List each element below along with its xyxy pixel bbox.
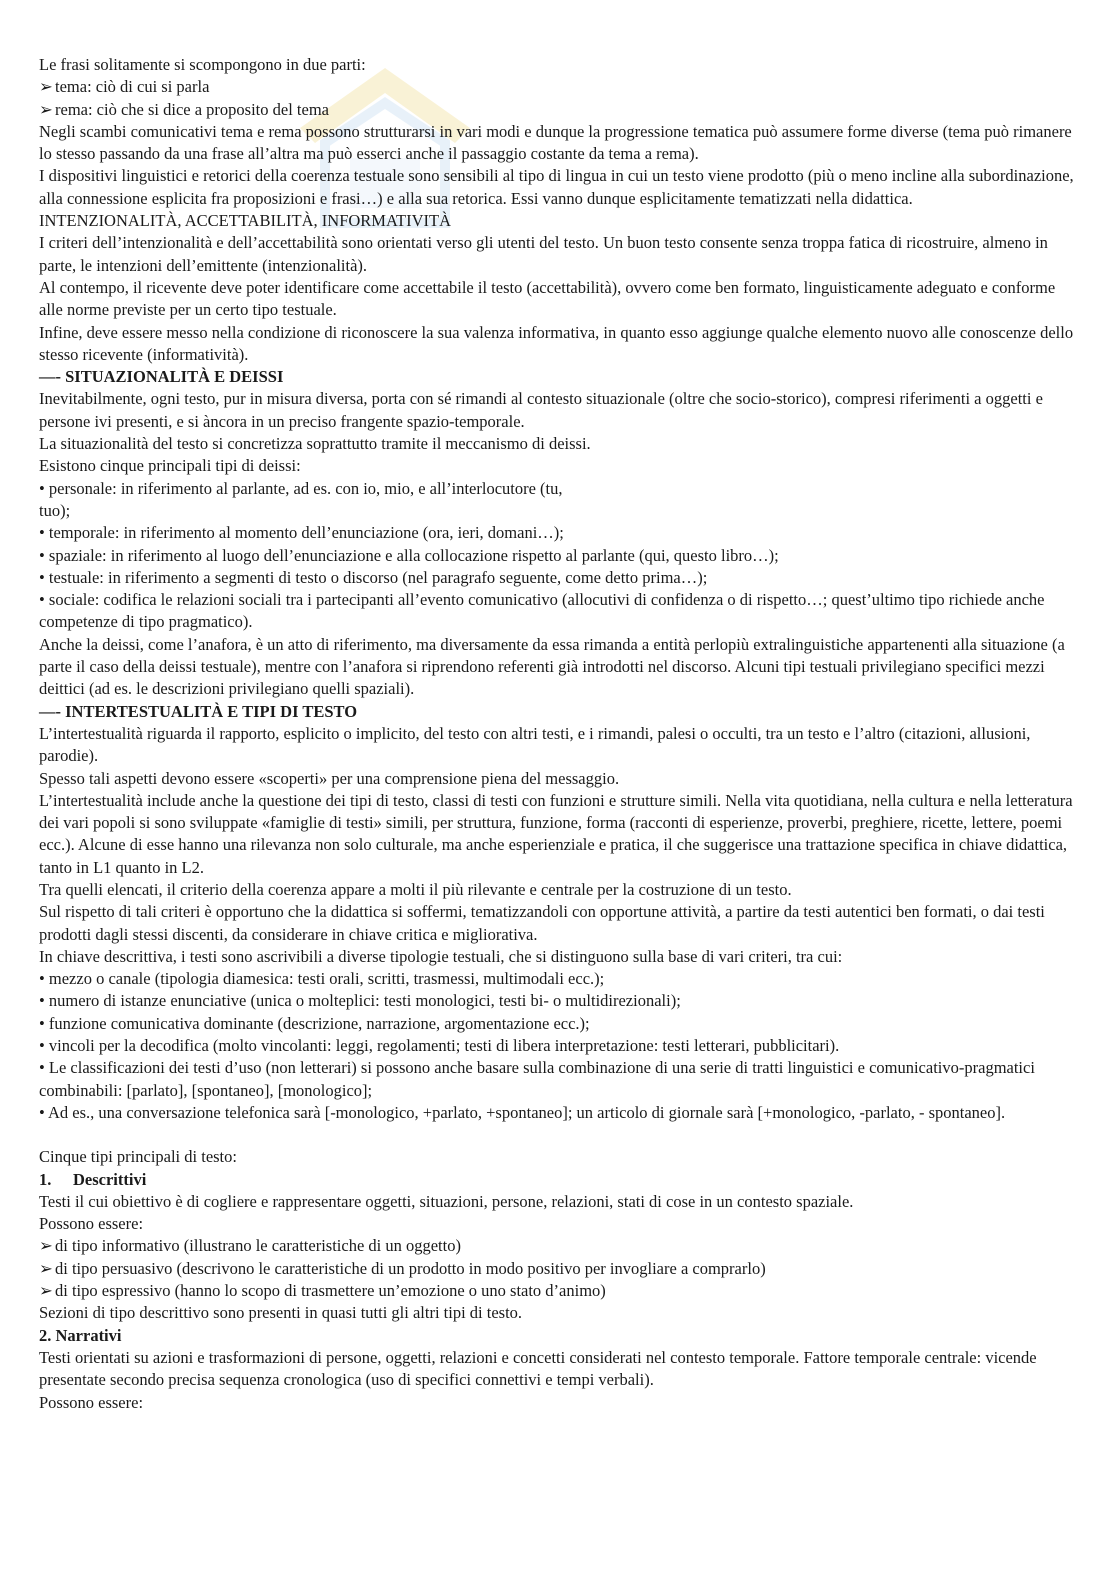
section-heading: INTENZIONALITÀ, ACCETTABILITÀ, INFORMATIVITÀ xyxy=(39,211,452,231)
list-item-continuation: tuo); xyxy=(39,500,71,520)
list-item: • personale: in riferimento al parlante, ad es. con io, mio, e all’interlocutore (tu, xyxy=(39,478,563,498)
paragraph: Sul rispetto di tali criteri è opportuno che la didattica si soffermi, tematizzandoli con opportune attività, a partire da testi autentici ben formati, o dai testi prodotti dagli stessi discenti, da considerare in chiave critica e migliorativa. xyxy=(39,902,1045,944)
paragraph: In chiave descrittiva, i testi sono ascrivibili a diverse tipologie testuali, che si distinguono sulla base di vari criteri, tra cui: xyxy=(39,946,843,966)
arrow-bullet-icon: ➢ xyxy=(39,1258,53,1278)
list-item: • funzione comunicativa dominante (descrizione, narrazione, argomentazione ecc.); xyxy=(39,1013,590,1033)
list-item: ➢ rema: ciò che si dice a proposito del tema xyxy=(39,99,1079,121)
paragraph: Tra quelli elencati, il criterio della coerenza appare a molti il più rilevante e centrale per la costruzione di un testo. xyxy=(39,879,792,899)
paragraph: Esistono cinque principali tipi di deissi: xyxy=(39,456,301,476)
paragraph: L’intertestualità include anche la questione dei tipi di testo, classi di testi con funzioni e strutture simili. Nella vita quotidiana, nella cultura e nella letteratura dei vari popoli si sono sviluppate «famiglie di testi» simili, per struttura, funzione, forma (racconti di esperienze, proverbi, preghiere, ricette, lettere, poemi ecc.). Alcune di esse hanno una rilevanza non solo culturale, ma anche esperienziale e pratica, il che suggerisce una trattazione specifica in chiave didattica, tanto in L1 quanto in L2. xyxy=(39,790,1073,877)
paragraph: Possono essere: xyxy=(39,1214,144,1234)
list-item: • mezzo o canale (tipologia diamesica: testi orali, scritti, trasmessi, multimodali ecc.); xyxy=(39,969,605,989)
list-item: • temporale: in riferimento al momento dell’enunciazione (ora, ieri, domani…); xyxy=(39,523,564,543)
paragraph: Inevitabilmente, ogni testo, pur in misura diversa, porta con sé rimandi al contesto situazionale (oltre che socio-storico), compresi riferimenti a oggetti e persone ivi presenti, e si àncora in un preciso frangente spazio-temporale. xyxy=(39,389,1043,431)
list-item: • spaziale: in riferimento al luogo dell’enunciazione e alla collocazione rispetto al parlante (qui, questo libro…); xyxy=(39,545,779,565)
numbered-heading: 2. Narrativi xyxy=(39,1325,122,1345)
paragraph: Infine, deve essere messo nella condizione di riconoscere la sua valenza informativa, in quanto esso aggiunge qualche elemento nuovo alle conoscenze dello stesso ricevente (informatività). xyxy=(39,322,1074,364)
arrow-bullet-icon: ➢ xyxy=(39,77,53,97)
paragraph: Negli scambi comunicativi tema e rema possono strutturarsi in vari modi e dunque la progressione tematica può assumere forme diverse (tema può rimanere lo stesso passando da una frase all’altra ma può esserci anche il passaggio costante da tema a rema). xyxy=(39,121,1072,164)
list-item: • numero di istanze enunciative (unica o molteplici: testi monologici, testi bi- o multidirezionali); xyxy=(39,991,681,1011)
paragraph: Cinque tipi principali di testo: xyxy=(39,1147,237,1167)
list-item: • testuale: in riferimento a segmenti di testo o discorso (nel paragrafo seguente, come detto prima…); xyxy=(39,567,708,587)
section-heading: —- SITUAZIONALITÀ E DEISSI xyxy=(39,367,284,387)
document-body xyxy=(39,54,1079,1414)
paragraph: L’intertestualità riguarda il rapporto, esplicito o implicito, del testo con altri testi, e i rimandi, palesi o occulti, tra un testo e l’altro (citazioni, allusioni, parodie). xyxy=(39,723,1031,766)
list-item: • Ad es., una conversazione telefonica sarà [-monologico, +parlato, +spontaneo]; un articolo di giornale sarà [+monologico, -parlato, - spontaneo]. xyxy=(39,1102,1006,1122)
list-item: • Le classificazioni dei testi d’uso (non letterari) si possono anche basare sulla combinazione di una serie di tratti linguistici e comunicativo-pragmatici combinabili: [parlato], [spontaneo], [monologico]; xyxy=(39,1058,1035,1100)
text-line: Le frasi solitamente si scompongono in due parti: xyxy=(39,55,366,74)
arrow-bullet-icon: ➢ xyxy=(39,99,53,119)
numbered-heading: 1. Descrittivi xyxy=(39,1169,147,1189)
blank-line xyxy=(39,1124,1079,1146)
paragraph: Spesso tali aspetti devono essere «scoperti» per una comprensione piena del messaggio. xyxy=(39,768,620,788)
paragraph: La situazionalità del testo si concretizza soprattutto tramite il meccanismo di deissi. xyxy=(39,434,591,454)
list-item: ➢ tema: ciò di cui si parla xyxy=(39,76,1079,98)
section-heading: —- INTERTESTUALITÀ E TIPI DI TESTO xyxy=(39,701,358,721)
list-item: ➢ di tipo informativo (illustrano le caratteristiche di un oggetto) xyxy=(39,1235,1079,1257)
paragraph: Testi il cui obiettivo è di cogliere e rappresentare oggetti, situazioni, persone, relazioni, stati di cose in un contesto spaziale. xyxy=(39,1191,854,1211)
paragraph: Sezioni di tipo descrittivo sono presenti in quasi tutti gli altri tipi di testo. xyxy=(39,1303,523,1323)
paragraph: Anche la deissi, come l’anafora, è un atto di riferimento, ma diversamente da essa rimanda a entità perlopiù extralinguistiche appartenenti alla situazione (a parte il caso della deissi testuale), mentre con l’anafora si riprendono referenti già introdotti nel discorso. Alcuni tipi testuali privilegiano specifici mezzi deittici (ad es. le descrizioni privilegiano quelli spaziali). xyxy=(39,634,1065,699)
list-item: • sociale: codifica le relazioni sociali tra i partecipanti all’evento comunicativo (allocutivi di confidenza o di rispetto…; quest’ultimo tipo richiede anche competenze di tipo pragmatico). xyxy=(39,590,1045,632)
paragraph: Possono essere: xyxy=(39,1392,144,1412)
paragraph: Testi orientati su azioni e trasformazioni di persone, oggetti, relazioni e concetti considerati nel contesto temporale. Fattore temporale centrale: vicende presentate secondo precisa sequenza cronologica (uso di specifici connettivi e tempi verbali). xyxy=(39,1347,1037,1390)
arrow-bullet-icon: ➢ xyxy=(39,1281,53,1301)
paragraph: I criteri dell’intenzionalità e dell’accettabilità sono orientati verso gli utenti del testo. Un buon testo consente senza troppa fatica di ricostruire, almeno in parte, le intenzioni dell’emittente (intenzionalità). xyxy=(39,233,1048,275)
paragraph: I dispositivi linguistici e retorici della coerenza testuale sono sensibili al tipo di lingua in cui un testo viene prodotto (più o meno incline alla subordinazione, alla connessione esplicita fra proposizioni e frasi…) e alla sua retorica. Essi vanno dunque esplicitamente tematizzati nella didattica. xyxy=(39,166,1074,208)
paragraph: Al contempo, il ricevente deve poter identificare come accettabile il testo (accettabilità), ovvero come ben formato, linguisticamente adeguato e conforme alle norme previste per un certo tipo testuale. xyxy=(39,277,1056,320)
list-item: ➢ di tipo persuasivo (descrivono le caratteristiche di un prodotto in modo positivo per invogliare a comprarlo) xyxy=(39,1258,1079,1280)
list-item: • vincoli per la decodifica (molto vincolanti: leggi, regolamenti; testi di libera interpretazione: testi letterari, pubblicitari). xyxy=(39,1036,840,1056)
arrow-bullet-icon: ➢ xyxy=(39,1236,53,1256)
list-item: ➢ di tipo espressivo (hanno lo scopo di trasmettere un’emozione o uno stato d’animo) xyxy=(39,1280,1079,1302)
